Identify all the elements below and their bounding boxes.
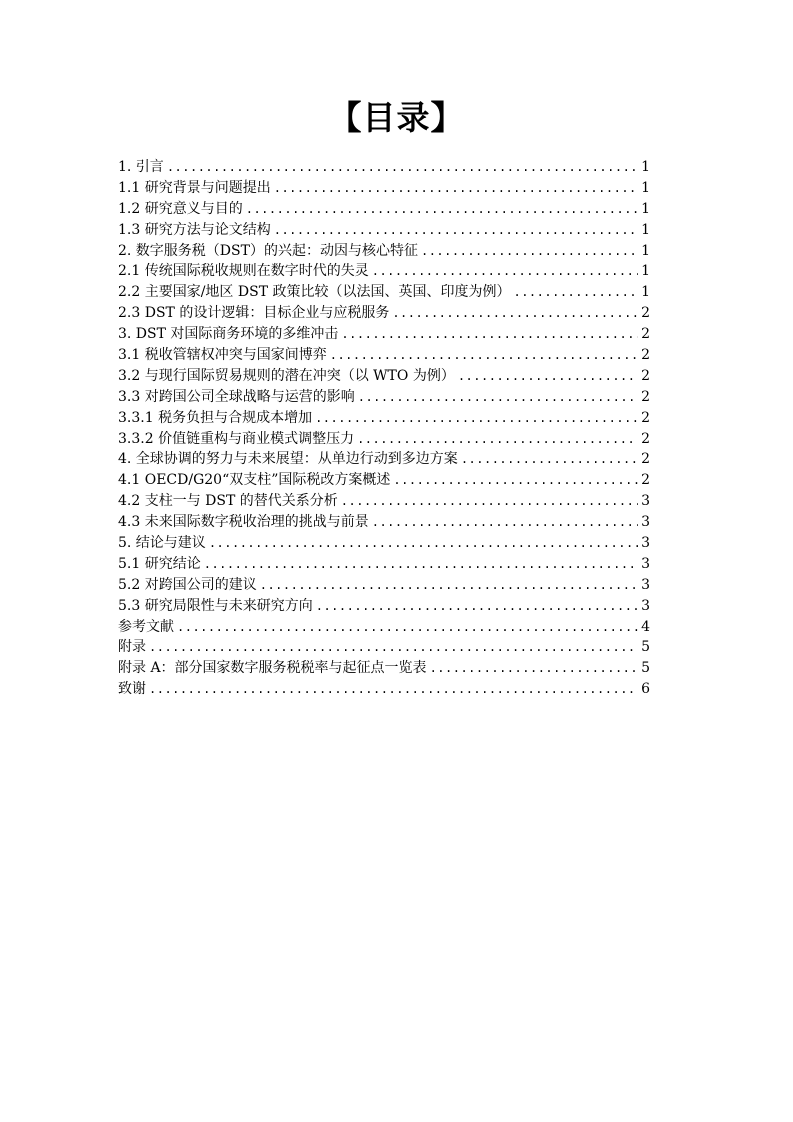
toc-entry-label: 1.2 研究意义与目的 <box>118 200 243 217</box>
toc-entry-label: 1.3 研究方法与论文结构 <box>118 221 271 238</box>
toc-entry[interactable] <box>118 575 650 596</box>
toc-entry-label: 致谢 <box>118 681 146 698</box>
toc-entry[interactable] <box>118 220 650 241</box>
toc-entry[interactable] <box>118 241 650 262</box>
toc-entry[interactable] <box>118 261 650 282</box>
toc-entry-page-number: 1 <box>641 263 650 280</box>
toc-entry[interactable] <box>118 408 650 429</box>
toc-entry-label: 3.3.1 税务负担与合规成本增加 <box>118 409 313 426</box>
dot-leader <box>177 617 638 638</box>
toc-entry-page-number: 1 <box>641 159 650 175</box>
dot-leader <box>357 429 638 450</box>
toc-entry[interactable] <box>118 554 650 575</box>
dot-leader <box>209 533 638 554</box>
toc-entry-page-number: 6 <box>641 681 650 698</box>
dot-leader <box>461 449 638 470</box>
dot-leader <box>274 220 638 241</box>
toc-entry-page-number: 1 <box>641 179 650 196</box>
dot-leader <box>316 596 638 617</box>
toc-entry-page-number: 1 <box>641 200 650 217</box>
toc-entry[interactable] <box>118 470 650 491</box>
dot-leader <box>204 554 638 575</box>
dot-leader <box>167 157 638 178</box>
toc-entry-label: 2.2 主要国家/地区 DST 政策比较（以法国、英国、印度为例） <box>118 284 511 301</box>
dot-leader <box>372 261 638 282</box>
toc-entry-label: 2.3 DST 的设计逻辑：目标企业与应税服务 <box>118 305 390 322</box>
dot-leader <box>513 282 638 303</box>
toc-entry-label: 5.1 研究结论 <box>118 555 201 572</box>
toc-entry-page-number: 4 <box>641 618 650 635</box>
toc-entry-page-number: 5 <box>641 639 650 656</box>
toc-entry-page-number: 2 <box>641 409 650 426</box>
dot-leader <box>458 366 638 387</box>
toc-entry[interactable] <box>118 637 650 658</box>
dot-leader <box>149 637 638 658</box>
toc-entry-label: 5. 结论与建议 <box>118 535 206 552</box>
toc-entry-page-number: 3 <box>641 576 650 593</box>
toc-entry[interactable] <box>118 345 650 366</box>
toc-entry-label: 2.1 传统国际税收规则在数字时代的失灵 <box>118 263 369 280</box>
toc-entry[interactable] <box>118 157 650 178</box>
toc-entry-page-number: 2 <box>641 305 650 322</box>
toc-entry-page-number: 2 <box>641 367 650 384</box>
toc-entry-page-number: 3 <box>641 514 650 531</box>
toc-entry[interactable] <box>118 178 650 199</box>
toc-entry-page-number: 3 <box>641 555 650 572</box>
toc-entry[interactable] <box>118 324 650 345</box>
toc-entry-page-number: 2 <box>641 430 650 447</box>
toc-entry-page-number: 3 <box>641 493 650 510</box>
toc-entry-label: 3.3 对跨国公司全球战略与运营的影响 <box>118 388 355 405</box>
dot-leader <box>260 575 638 596</box>
toc-entry-label: 3. DST 对国际商务环境的多维冲击 <box>118 326 339 343</box>
toc-entry[interactable] <box>118 282 650 303</box>
dot-leader <box>246 199 638 220</box>
toc-entry-label: 4.3 未来国际数字税收治理的挑战与前景 <box>118 514 369 531</box>
toc-entry-page-number: 2 <box>641 451 650 468</box>
toc-entry[interactable] <box>118 303 650 324</box>
toc-entry[interactable] <box>118 491 650 512</box>
dot-leader <box>372 512 638 533</box>
toc-entry-label: 附录 A：部分国家数字服务税税率与起征点一览表 <box>118 660 427 677</box>
toc-entry-page-number: 1 <box>641 242 650 259</box>
dot-leader <box>341 491 638 512</box>
dot-leader <box>392 303 638 324</box>
toc-entry[interactable] <box>118 617 650 638</box>
dot-leader <box>393 470 638 491</box>
toc-entry[interactable] <box>118 596 650 617</box>
page-title: 【目录】 <box>328 98 465 137</box>
toc-entry[interactable] <box>118 366 650 387</box>
toc-entry[interactable] <box>118 533 650 554</box>
toc-entry[interactable] <box>118 449 650 470</box>
dot-leader <box>421 241 638 262</box>
toc-entry-page-number: 3 <box>641 597 650 614</box>
toc-entry-label: 3.3.2 价值链重构与商业模式调整压力 <box>118 430 355 447</box>
table-of-contents <box>118 157 650 700</box>
toc-entry-page-number: 5 <box>641 660 650 677</box>
toc-entry-label: 2. 数字服务税（DST）的兴起：动因与核心特征 <box>118 242 418 259</box>
toc-entry-page-number: 1 <box>641 284 650 301</box>
dot-leader <box>330 345 638 366</box>
toc-entry-label: 5.3 研究局限性与未来研究方向 <box>118 597 313 614</box>
toc-entry-label: 5.2 对跨国公司的建议 <box>118 576 257 593</box>
toc-entry[interactable] <box>118 199 650 220</box>
toc-entry-label: 3.2 与现行国际贸易规则的潜在冲突（以 WTO 为例） <box>118 367 455 384</box>
toc-entry-label: 3.1 税收管辖权冲突与国家间博弈 <box>118 347 327 364</box>
dot-leader <box>430 658 639 679</box>
dot-leader <box>341 324 638 345</box>
toc-entry-label: 参考文献 <box>118 618 174 635</box>
toc-entry-page-number: 1 <box>641 221 650 238</box>
toc-entry-label: 1. 引言 <box>118 159 164 175</box>
toc-entry-label: 4.2 支柱一与 DST 的替代关系分析 <box>118 493 338 510</box>
toc-entry-label: 1.1 研究背景与问题提出 <box>118 179 271 196</box>
toc-entry[interactable] <box>118 512 650 533</box>
toc-entry-label: 4.1 OECD/G20“双支柱”国际税改方案概述 <box>118 472 391 489</box>
dot-leader <box>149 679 638 700</box>
toc-entry-page-number: 2 <box>641 472 650 489</box>
dot-leader <box>315 408 638 429</box>
toc-entry[interactable] <box>118 679 650 700</box>
toc-entry-page-number: 3 <box>641 535 650 552</box>
toc-entry[interactable] <box>118 429 650 450</box>
toc-entry-label: 4. 全球协调的努力与未来展望：从单边行动到多边方案 <box>118 451 458 468</box>
toc-entry-label: 附录 <box>118 639 146 656</box>
toc-entry-page-number: 2 <box>641 388 650 405</box>
toc-entry[interactable] <box>118 387 650 408</box>
toc-entry[interactable] <box>118 658 650 679</box>
dot-leader <box>358 387 638 408</box>
toc-entry-page-number: 2 <box>641 326 650 343</box>
dot-leader <box>274 178 638 199</box>
toc-entry-page-number: 2 <box>641 347 650 364</box>
